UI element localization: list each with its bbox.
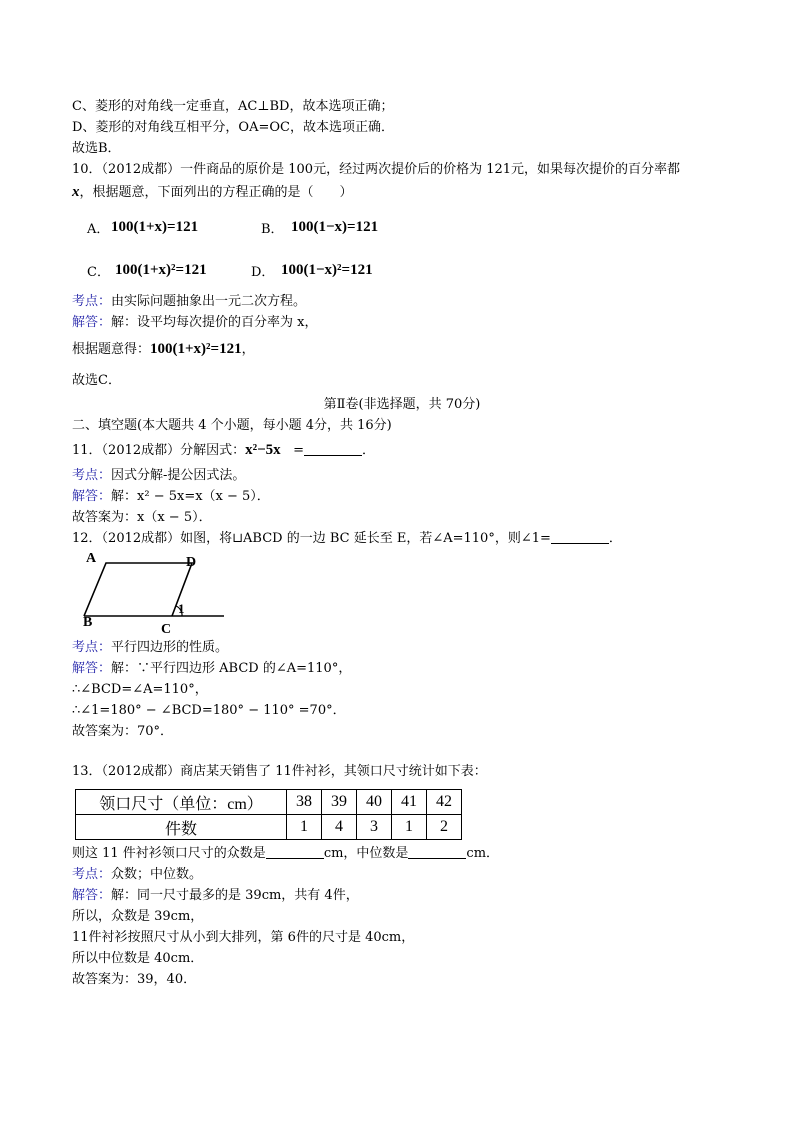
vertex-a-label: A xyxy=(86,551,97,566)
q12-answer: 故答案为：70°． xyxy=(72,724,174,739)
table-row xyxy=(76,815,462,840)
vertex-d-label: D xyxy=(186,555,197,570)
q13-jieda: 解答：解：同一尺寸最多的是 39cm，共有 4件， xyxy=(72,888,359,903)
answer-choice-b: 故选B． xyxy=(72,141,121,156)
q11-answer-blank xyxy=(304,441,362,456)
answer-choice-c: 故选C． xyxy=(72,373,121,388)
q13-mode-blank xyxy=(266,844,324,859)
q10-basis: 根据题意得：100(1+x)²=121， xyxy=(72,341,255,357)
q13-median-blank xyxy=(408,844,466,859)
q12-jieda: 解答：解：∵平行四边形 ABCD 的∠A=110°， xyxy=(72,661,352,676)
option-a-equation: 100(1+x)=121 xyxy=(111,218,199,235)
section-2-subtitle: 二、填空题(本大题共 4 个小题，每小题 4分，共 16分) xyxy=(72,418,392,433)
document-page xyxy=(72,96,732,990)
q11-jieda: 解答：解：x² − 5x=x（x − 5）． xyxy=(72,489,270,504)
table-header-cell: 领口尺寸（单位：cm） xyxy=(76,790,287,815)
table-cell: 39 xyxy=(322,790,357,815)
option-b-equation: 100(1−x)=121 xyxy=(291,218,379,235)
vertex-c-label: C xyxy=(161,622,172,637)
q11-kaodian: 考点：因式分解-提公因式法。 xyxy=(72,468,246,483)
table-cell: 4 xyxy=(322,815,357,840)
table-cell: 42 xyxy=(427,790,462,815)
question-10-stem: 10．（2012成都）一件商品的原价是 100元，经过两次提价后的价格为 121元，如果每次提价的百分率都 xyxy=(72,162,681,177)
section-2-title: 第Ⅱ卷(非选择题，共 70分) xyxy=(323,397,481,412)
option-c-explanation: C、菱形的对角线一定垂直，AC⊥BD，故本选项正确； xyxy=(72,99,394,114)
question-11-stem: 11．（2012成都）分解因式：x²−5x = ． xyxy=(72,442,376,458)
collar-size-table xyxy=(75,789,462,840)
basis-equation: 100(1+x)²=121 xyxy=(150,341,242,357)
table-row-label: 件数 xyxy=(76,815,287,840)
option-d-explanation: D、菱形的对角线互相平分，OA=OC，故本选项正确． xyxy=(72,120,394,135)
q12-step-3: ∴∠1=180° − ∠BCD=180° − 110° =70°． xyxy=(72,703,346,718)
table-cell: 3 xyxy=(357,815,392,840)
option-d-label: D． xyxy=(251,264,275,280)
table-cell: 41 xyxy=(392,790,427,815)
option-d-equation: 100(1−x)²=121 xyxy=(281,261,373,278)
table-cell: 1 xyxy=(392,815,427,840)
options-row-cd xyxy=(72,249,732,291)
q12-answer-blank xyxy=(551,529,609,544)
q13-question: 则这 11 件衬衫领口尺寸的众数是 cm，中位数是 cm． xyxy=(72,846,500,861)
q13-answer: 故答案为：39，40． xyxy=(72,972,197,987)
table-row xyxy=(76,790,462,815)
question-10-stem-cont: x，根据题意，下面列出的方程正确的是（ ） xyxy=(72,184,353,200)
question-12-stem: 12．（2012成都）如图，将⊔ABCD 的一边 BC 延长至 E，若∠A=110°，则∠1= ． xyxy=(72,531,622,546)
table-cell: 38 xyxy=(287,790,322,815)
q12-step-2: ∴∠BCD=∠A=110°， xyxy=(72,682,208,697)
q13-step-4: 所以中位数是 40cm． xyxy=(72,951,204,966)
option-c-equation: 100(1+x)²=121 xyxy=(115,261,207,278)
table-cell: 1 xyxy=(287,815,322,840)
q13-kaodian: 考点：众数；中位数。 xyxy=(72,867,203,882)
vertex-b-label: B xyxy=(83,615,93,630)
q13-step-2: 所以，众数是 39cm， xyxy=(72,909,204,924)
options-row-ab xyxy=(72,205,732,249)
parallelogram-figure xyxy=(84,551,244,637)
variable-x: x xyxy=(72,184,80,200)
option-b-label: B． xyxy=(261,221,284,237)
question-13-stem: 13．（2012成都）商店某天销售了 11件衬衫，其领口尺寸统计如下表： xyxy=(72,764,487,779)
q10-kaodian: 考点：由实际问题抽象出一元二次方程。 xyxy=(72,294,307,309)
q12-kaodian: 考点：平行四边形的性质。 xyxy=(72,640,229,655)
option-a-label: A． xyxy=(87,221,110,237)
q13-step-3: 11件衬衫按照尺寸从小到大排列，第 6件的尺寸是 40cm， xyxy=(72,930,415,945)
table-cell: 2 xyxy=(427,815,462,840)
option-c-label: C． xyxy=(87,264,110,280)
q11-answer: 故答案为：x（x − 5）． xyxy=(72,510,212,525)
q10-jieda: 解答：解：设平均每次提价的百分率为 x， xyxy=(72,315,318,330)
table-cell: 40 xyxy=(357,790,392,815)
angle-1-label: 1 xyxy=(178,601,185,616)
q11-expression: x²−5x xyxy=(245,442,281,458)
